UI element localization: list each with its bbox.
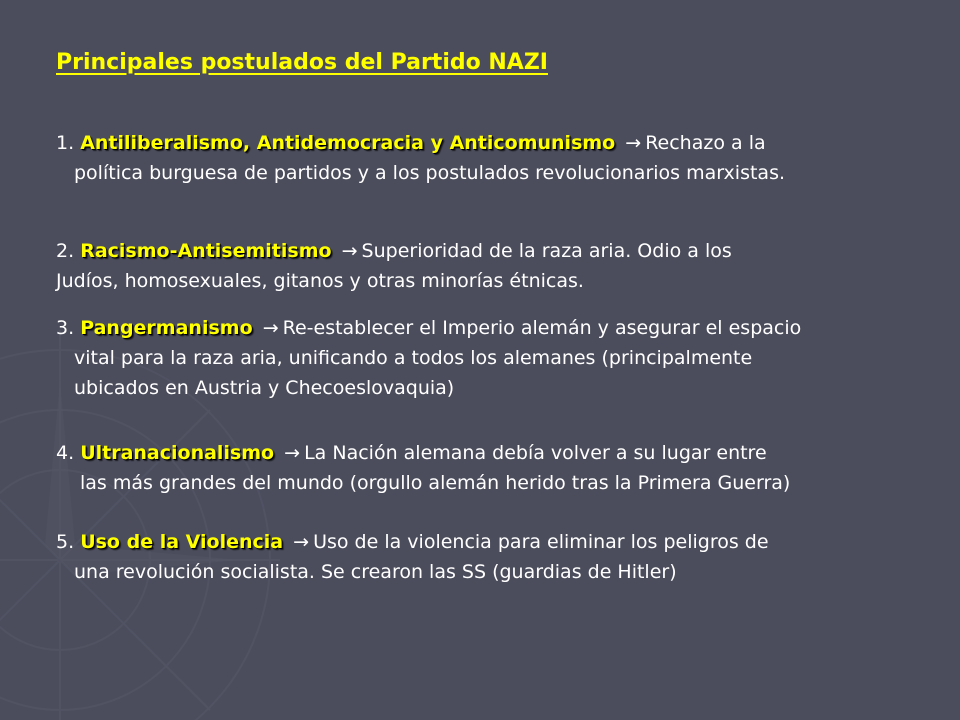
postulate-item-3	[56, 313, 801, 403]
item-number: 5.	[56, 531, 75, 553]
item-text-line-1: Uso de la violencia para eliminar los peligros de	[313, 531, 769, 553]
item-text-line-3: ubicados en Austria y Checoeslovaquia)	[74, 377, 455, 399]
item-text-line-1: Superioridad de la raza aria. Odio a los	[361, 240, 732, 262]
item-number: 2.	[56, 240, 75, 262]
item-text-line-1: Rechazo a la	[645, 132, 766, 154]
item-text-line-2: una revolución socialista. Se crearon las SS (guardias de Hitler)	[74, 561, 677, 583]
item-number: 3.	[56, 317, 75, 339]
item-text-line-2: Judíos, homosexuales, gitanos y otras minorías étnicas.	[56, 270, 584, 292]
arrow-right-icon: →	[284, 442, 301, 464]
postulate-item-2	[56, 236, 732, 296]
postulate-item-1	[56, 128, 785, 188]
arrow-right-icon: →	[293, 531, 310, 553]
arrow-right-icon: →	[625, 132, 642, 154]
item-keyword: Uso de la Violencia	[80, 531, 284, 553]
arrow-right-icon: →	[341, 240, 358, 262]
postulate-item-4	[56, 438, 790, 498]
item-keyword: Ultranacionalismo	[80, 442, 275, 464]
item-number: 1.	[56, 132, 75, 154]
item-number: 4.	[56, 442, 75, 464]
item-keyword: Racismo-Antisemitismo	[80, 240, 332, 262]
page-title: Principales postulados del Partido NAZI	[56, 50, 548, 75]
item-text-line-1: Re-establecer el Imperio alemán y asegurar el espacio	[282, 317, 802, 339]
item-keyword: Pangermanismo	[80, 317, 253, 339]
postulate-item-5	[56, 527, 769, 587]
item-text-line-1: La Nación alemana debía volver a su lugar entre	[304, 442, 767, 464]
item-text-line-2: vital para la raza aria, unificando a todos los alemanes (principalmente	[74, 347, 753, 369]
item-text-line-2: política burguesa de partidos y a los postulados revolucionarios marxistas.	[74, 162, 786, 184]
item-keyword: Antiliberalismo, Antidemocracia y Anticomunismo	[80, 132, 616, 154]
arrow-right-icon: →	[262, 317, 279, 339]
item-text-line-2: las más grandes del mundo (orgullo alemán herido tras la Primera Guerra)	[80, 472, 791, 494]
